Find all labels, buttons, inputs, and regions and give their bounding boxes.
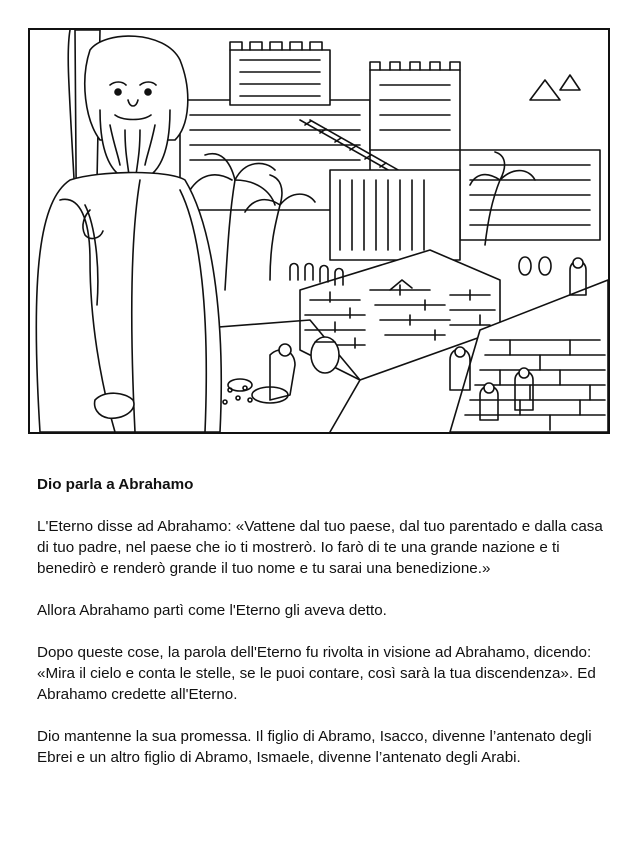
story-text [37, 474, 607, 789]
paragraph-1: L'Eterno disse ad Abrahamo: «Vattene dal tuo paese, dal tuo parentado e dalla casa di tuo padre, nel paese che io ti mostrerò. Io farò di te una grande nazione e ti benedirò e renderò grande il tuo nome e tu sarai una benedizione.» [37, 518, 603, 577]
abraham-figure [36, 30, 221, 432]
paragraph-4: Dio mantenne la sua promessa. Il figlio di Abramo, Isacco, divenne l’antenato degli Ebrei e un altro figlio di Abramo, Ismaele, divenne l’antenato degli Arabi. [37, 728, 592, 766]
paragraph-3: Dopo queste cose, la parola dell'Eterno fu rivolta in visione ad Abrahamo, dicendo: «Mira il cielo e conta le stelle, se le puoi contare, così sarà la tua discendenza». Ed Abrahamo credette all'Eterno. [37, 644, 596, 703]
city-background [180, 42, 600, 260]
coloring-illustration [28, 28, 610, 434]
story-title: Dio parla a Abrahamo [37, 476, 194, 493]
paragraph-2: Allora Abrahamo partì come l'Eterno gli aveva detto. [37, 602, 387, 619]
